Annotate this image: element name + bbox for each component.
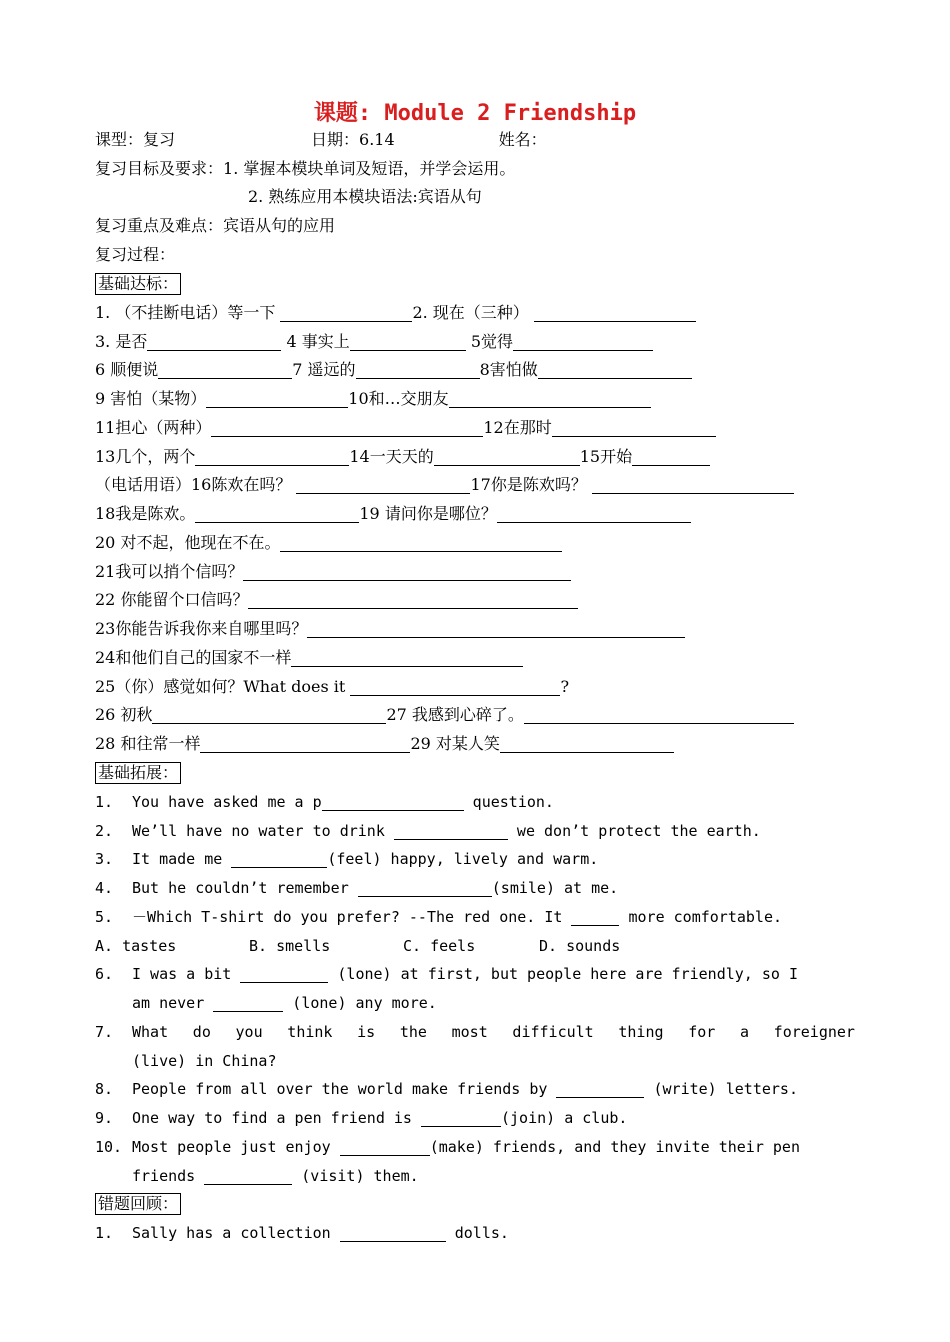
option-a[interactable]: A. tastes [95,937,177,955]
answer-blank[interactable] [350,332,466,351]
exercise-6-cont: am never (lone) any more. [132,994,437,1012]
basics-item-22: 22 你能留个口信吗？ [95,590,249,609]
answer-blank[interactable] [147,332,281,351]
goals-label: 复习目标及要求： [95,159,224,178]
goal-1: 1. 掌握本模块单词及短语，并学会运用。 [223,159,516,178]
section-basics-heading: 基础达标： [95,270,181,298]
answer-blank[interactable] [200,734,410,753]
answer-blank[interactable] [340,1137,430,1156]
answer-blank[interactable] [206,389,348,408]
exercise-10-cont: friends (visit) them. [132,1167,419,1185]
basics-row [95,701,794,729]
basics-item-29: 29 对某人笑 [410,734,500,753]
answer-blank[interactable] [513,332,653,351]
basics-item-23: 23你能告诉我你来自哪里吗？ [95,619,308,638]
answer-blank[interactable] [158,360,292,379]
basics-row [95,299,696,327]
basics-item-1: 1. （不挂断电话）等一下 [95,303,276,322]
goals-row-1 [95,155,515,183]
goals-row-2 [248,183,482,211]
exercise-7: 7. What do you think is the most difficult thing for a foreigner [95,1023,855,1041]
basics-row [95,586,578,614]
exercise-6: 6. I was a bit (lone) at first, but people here are friendly, so I [95,965,798,983]
basics-row [95,558,571,586]
basics-row [95,615,685,643]
answer-blank[interactable] [421,1108,501,1127]
basics-item-7: 7 遥远的 [292,360,356,379]
answer-blank[interactable] [571,907,619,926]
answer-blank[interactable] [632,447,710,466]
process-row: 复习过程： [95,245,176,264]
answer-blank[interactable] [500,734,674,753]
answer-blank[interactable] [152,705,386,724]
answer-blank[interactable] [394,821,508,840]
basics-item-11: 11担心（两种） [95,418,212,437]
answer-blank[interactable] [434,447,580,466]
review-1: 1. Sally has a collection dolls. [95,1224,509,1242]
answer-blank[interactable] [556,1079,644,1098]
basics-item-28: 28 和往常一样 [95,734,201,753]
basics-item-5: 5觉得 [470,332,514,351]
exercise-8: 8. People from all over the world make friends by (write) letters. [95,1080,798,1098]
basics-item-26: 26 初秋 [95,705,153,724]
exercise-4: 4. But he couldn’t remember (smile) at me. [95,879,619,897]
basics-item-27: 27 我感到心碎了。 [386,705,524,724]
answer-blank[interactable] [296,475,470,494]
basics-item-21: 21我可以捎个信吗？ [95,562,244,581]
page-title: 课题: Module 2 Friendship [313,101,637,126]
basics-item-16: （电话用语）16陈欢在吗？ [95,475,292,494]
basics-row [95,414,716,442]
basics-item-6: 6 顺便说 [95,360,159,379]
basics-item-9: 9 害怕（某物） [95,389,207,408]
answer-blank[interactable] [552,418,716,437]
student-name-label: 姓名： [498,130,547,149]
basics-row [95,730,674,758]
section-extension-heading: 基础拓展： [95,759,181,787]
option-c[interactable]: C. feels [403,937,476,955]
lesson-type: 课型：复习 [95,130,176,149]
basics-item-24: 24和他们自己的国家不一样 [95,648,292,667]
answer-blank[interactable] [322,792,464,811]
basics-item-4: 4 事实上 [286,332,350,351]
basics-row: 25（你）感觉如何？What does it ? [95,677,570,696]
basics-item-20: 20 对不起，他现在不在。 [95,533,281,552]
answer-blank[interactable] [449,389,651,408]
answer-blank[interactable] [248,590,578,609]
basics-row [95,328,653,356]
answer-blank[interactable] [592,475,794,494]
basics-row [95,356,692,384]
basics-item-13: 13几个，两个 [95,447,196,466]
focus-row: 复习重点及难点：宾语从句的应用 [95,216,336,235]
answer-blank[interactable] [280,303,412,322]
answer-blank[interactable] [211,418,483,437]
answer-blank[interactable] [195,447,349,466]
answer-blank[interactable] [204,1166,292,1185]
basics-row [95,471,794,499]
exercise-7-cont: (live) in China? [132,1052,277,1070]
answer-blank[interactable] [231,849,327,868]
basics-item-12: 12在那时 [483,418,552,437]
answer-blank[interactable] [356,360,480,379]
answer-blank[interactable] [213,993,283,1012]
goal-2: 2. 熟练应用本模块语法:宾语从句 [248,187,482,206]
answer-blank[interactable] [280,533,562,552]
answer-blank[interactable] [534,303,696,322]
section-review-heading: 错题回顾： [95,1190,181,1218]
basics-item-25: 25（你）感觉如何？What does it [95,677,346,696]
answer-blank[interactable] [350,677,560,696]
basics-item-8: 8害怕做 [479,360,538,379]
basics-item-14: 14一天天的 [349,447,434,466]
answer-blank[interactable] [524,705,794,724]
answer-blank[interactable] [243,562,571,581]
answer-blank[interactable] [307,619,685,638]
exercise-1: 1. You have asked me a p question. [95,793,554,811]
exercise-5: 5. －Which T-shirt do you prefer? --The red one. It more comfortable. [95,908,783,926]
option-b[interactable]: B. smells [249,937,331,955]
exercise-3: 3. It made me (feel) happy, lively and warm. [95,850,599,868]
basics-item-18: 18我是陈欢。 [95,504,196,523]
basics-item-15: 15开始 [579,447,633,466]
basics-row [95,500,691,528]
basics-item-2: 2. 现在（三种） [412,303,529,322]
answer-blank[interactable] [240,964,328,983]
basics-row [95,529,562,557]
answer-blank[interactable] [291,648,523,667]
answer-blank[interactable] [497,504,691,523]
exercise-10: 10. Most people just enjoy (make) friends, and they invite their pen [95,1138,800,1156]
basics-item-3: 3. 是否 [95,332,148,351]
answer-blank[interactable] [358,878,492,897]
option-d[interactable]: D. sounds [539,937,621,955]
basics-row [95,385,651,413]
exercise-5-options [95,932,620,960]
answer-blank[interactable] [538,360,692,379]
basics-row [95,644,523,672]
basics-row [95,443,710,471]
answer-blank[interactable] [340,1223,446,1242]
basics-item-19: 19 请问你是哪位？ [359,504,497,523]
exercise-2: 2. We’ll have no water to drink we don’t protect the earth. [95,822,761,840]
basics-item-17: 17你是陈欢吗？ [470,475,587,494]
exercise-9: 9. One way to find a pen friend is (join) a club. [95,1109,628,1127]
basics-item-10: 10和…交朋友 [348,389,449,408]
lesson-date: 日期：6.14 [311,130,395,149]
header-row [95,126,547,154]
answer-blank[interactable] [195,504,359,523]
